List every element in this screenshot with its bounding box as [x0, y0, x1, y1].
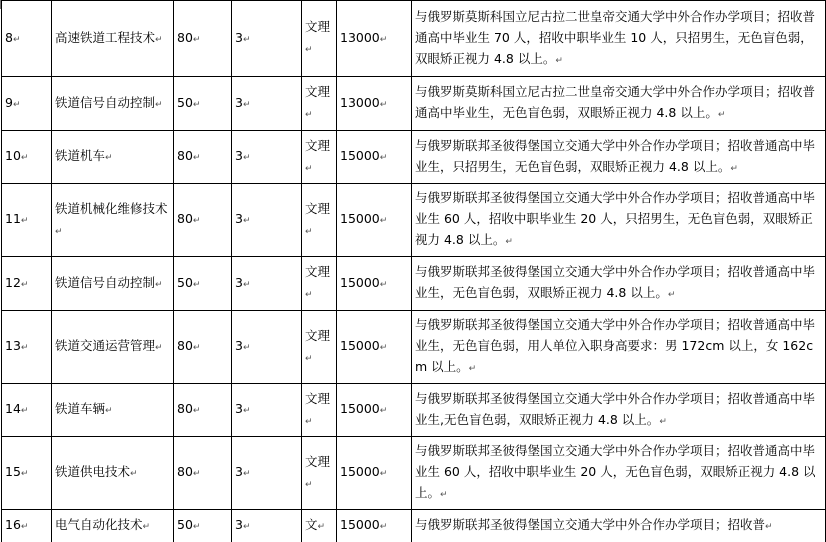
paragraph-mark-icon: ↵ [192, 522, 201, 532]
program-name-cell [52, 257, 174, 311]
program-name-text: 铁道交通运营管理 [55, 338, 156, 353]
program-name-text: 铁道机车 [55, 148, 106, 163]
paragraph-mark-icon: ↵ [717, 110, 726, 120]
row-number-cell [2, 510, 52, 542]
program-name-text: 电气自动化技术 [55, 517, 143, 532]
tuition-fee-cell [337, 257, 412, 311]
program-name-text: 铁道车辆 [55, 401, 106, 416]
subject-category-cell [302, 184, 337, 257]
row-number-text: 12 [5, 274, 21, 290]
paragraph-mark-icon: ↵ [12, 34, 21, 45]
subject-category-cell [302, 257, 337, 311]
tuition-fee-text: 15000 [340, 148, 380, 163]
row-number-cell [2, 437, 52, 510]
paragraph-mark-icon: ↵ [155, 34, 163, 45]
enrollment-plan-text: 80 [177, 148, 193, 163]
paragraph-mark-icon: ↵ [659, 416, 667, 427]
table-row [2, 257, 826, 311]
enrollment-plan-text: 50 [177, 274, 193, 290]
paragraph-mark-icon: ↵ [305, 416, 313, 427]
paragraph-mark-icon: ↵ [20, 469, 29, 479]
subject-category-cell [302, 437, 337, 510]
remarks-text: 与俄罗斯联邦圣彼得堡国立交通大学中外合作办学项目；招收普通高中毕业生 60 人，招收中职毕业生 20 人，只招男生，无色盲色弱，双眼矫正视力 4.8 以上。 [415, 190, 816, 247]
paragraph-mark-icon: ↵ [242, 216, 251, 226]
paragraph-mark-icon: ↵ [305, 290, 313, 300]
subject-category-cell [302, 131, 337, 184]
program-name-cell [52, 311, 174, 384]
paragraph-mark-icon: ↵ [242, 153, 251, 163]
tuition-fee-cell [337, 510, 412, 542]
enrollment-plan-text: 80 [177, 29, 193, 45]
paragraph-mark-icon: ↵ [730, 163, 738, 174]
remarks-cell [412, 77, 826, 131]
duration-years-text: 3 [235, 211, 243, 226]
paragraph-mark-icon: ↵ [305, 163, 313, 174]
program-name-cell [52, 384, 174, 437]
paragraph-mark-icon: ↵ [142, 522, 151, 532]
enrollment-plan-cell [174, 77, 232, 131]
paragraph-mark-icon: ↵ [12, 99, 21, 110]
remarks-text: 与俄罗斯联邦圣彼得堡国立交通大学中外合作办学项目；招收普通高中毕业生，无色盲色弱，用人单位入职身高要求：男 172cm 以上，女 162cm 以上。 [415, 317, 816, 374]
enrollment-plan-text: 50 [177, 94, 193, 110]
row-number-cell [2, 311, 52, 384]
tuition-fee-text: 13000 [340, 94, 380, 110]
row-number-cell [2, 1, 52, 77]
enrollment-plan-text: 80 [177, 464, 193, 479]
row-number-text: 14 [5, 401, 21, 416]
paragraph-mark-icon: ↵ [379, 343, 388, 353]
paragraph-mark-icon: ↵ [379, 522, 388, 532]
table-row [2, 131, 826, 184]
paragraph-mark-icon: ↵ [379, 216, 388, 226]
remarks-cell [412, 1, 826, 77]
subject-category-cell [302, 77, 337, 131]
remarks-text: 与俄罗斯联邦圣彼得堡国立交通大学中外合作办学项目；招收普 [415, 517, 766, 532]
remarks-cell [412, 384, 826, 437]
duration-years-text: 3 [235, 274, 243, 290]
program-name-text: 铁道供电技术 [55, 464, 131, 479]
duration-years-cell [232, 311, 302, 384]
subject-category-text: 文理 [305, 327, 331, 343]
table-row [2, 1, 826, 77]
row-number-cell [2, 77, 52, 131]
duration-years-text: 3 [235, 464, 243, 479]
duration-years-text: 3 [235, 401, 243, 416]
row-number-cell [2, 184, 52, 257]
duration-years-cell [232, 184, 302, 257]
table-row [2, 384, 826, 437]
paragraph-mark-icon: ↵ [242, 469, 251, 479]
enrollment-plan-cell [174, 510, 232, 542]
paragraph-mark-icon: ↵ [305, 45, 313, 55]
paragraph-mark-icon: ↵ [192, 153, 201, 163]
tuition-fee-cell [337, 1, 412, 77]
program-name-cell [52, 437, 174, 510]
table-row [2, 510, 826, 542]
program-name-cell [52, 1, 174, 77]
duration-years-text: 3 [235, 517, 243, 532]
enrollment-plan-cell [174, 437, 232, 510]
paragraph-mark-icon: ↵ [468, 364, 477, 374]
duration-years-cell [232, 437, 302, 510]
tuition-fee-text: 13000 [340, 29, 380, 45]
paragraph-mark-icon: ↵ [242, 522, 251, 532]
remarks-cell [412, 131, 826, 184]
tuition-fee-cell [337, 384, 412, 437]
enrollment-plan-cell [174, 311, 232, 384]
remarks-cell [412, 184, 826, 257]
tuition-fee-text: 15000 [340, 464, 380, 479]
paragraph-mark-icon: ↵ [317, 522, 326, 532]
paragraph-mark-icon: ↵ [305, 353, 313, 364]
row-number-cell [2, 131, 52, 184]
row-number-cell [2, 257, 52, 311]
tuition-fee-cell [337, 77, 412, 131]
paragraph-mark-icon: ↵ [192, 469, 201, 479]
row-number-text: 11 [5, 211, 21, 226]
enrollment-plan-cell [174, 184, 232, 257]
row-number-text: 16 [5, 517, 21, 532]
program-table-body [2, 1, 826, 542]
paragraph-mark-icon: ↵ [305, 226, 313, 237]
paragraph-mark-icon: ↵ [130, 469, 138, 479]
paragraph-mark-icon: ↵ [20, 406, 29, 416]
subject-category-text: 文理 [305, 84, 331, 99]
paragraph-mark-icon: ↵ [765, 522, 773, 532]
tuition-fee-text: 15000 [340, 274, 380, 290]
paragraph-mark-icon: ↵ [242, 34, 251, 45]
paragraph-mark-icon: ↵ [379, 279, 388, 290]
program-name-text: 铁道信号自动控制 [55, 274, 156, 290]
remarks-text: 与俄罗斯莫斯科国立尼古拉二世皇帝交通大学中外合作办学项目；招收普通高中毕业生 70 人，招收中职毕业生 10 人，只招男生，无色盲色弱，双眼矫正视力 4.8 以上。 [415, 8, 816, 66]
paragraph-mark-icon: ↵ [305, 110, 313, 120]
tuition-fee-text: 15000 [340, 211, 380, 226]
paragraph-mark-icon: ↵ [55, 226, 63, 237]
remarks-text: 与俄罗斯联邦圣彼得堡国立交通大学中外合作办学项目；招收普通高中毕业生 60 人，招收中职毕业生 20 人，无色盲色弱，双眼矫正视力 4.8 以上。 [415, 443, 816, 500]
paragraph-mark-icon: ↵ [192, 279, 201, 290]
paragraph-mark-icon: ↵ [242, 343, 251, 353]
subject-category-text: 文理 [305, 19, 331, 34]
enrollment-plan-text: 50 [177, 517, 193, 532]
subject-category-cell [302, 510, 337, 542]
row-number-text: 15 [5, 464, 21, 479]
enrollment-plan-cell [174, 1, 232, 77]
table-row [2, 77, 826, 131]
paragraph-mark-icon: ↵ [555, 55, 563, 66]
remarks-cell [412, 311, 826, 384]
subject-category-text: 文理 [305, 200, 331, 216]
row-number-text: 10 [5, 148, 21, 163]
paragraph-mark-icon: ↵ [20, 216, 29, 226]
remarks-cell [412, 257, 826, 311]
paragraph-mark-icon: ↵ [155, 99, 163, 110]
paragraph-mark-icon: ↵ [192, 343, 201, 353]
row-number-text: 13 [5, 338, 21, 353]
paragraph-mark-icon: ↵ [440, 490, 448, 500]
program-name-cell [52, 184, 174, 257]
enrollment-plan-text: 80 [177, 338, 193, 353]
paragraph-mark-icon: ↵ [192, 34, 201, 45]
enrollment-plan-text: 80 [177, 211, 193, 226]
subject-category-text: 文理 [305, 264, 331, 279]
paragraph-mark-icon: ↵ [242, 279, 251, 290]
paragraph-mark-icon: ↵ [20, 522, 29, 532]
paragraph-mark-icon: ↵ [192, 406, 201, 416]
tuition-fee-cell [337, 437, 412, 510]
paragraph-mark-icon: ↵ [379, 406, 388, 416]
enrollment-plan-cell [174, 257, 232, 311]
table-row [2, 184, 826, 257]
table-row [2, 311, 826, 384]
duration-years-text: 3 [235, 94, 243, 110]
program-name-text: 铁道机械化维修技术 [55, 200, 168, 216]
enrollment-plan-cell [174, 131, 232, 184]
tuition-fee-cell [337, 184, 412, 257]
program-name-cell [52, 510, 174, 542]
subject-category-text: 文理 [305, 390, 331, 406]
row-number-cell [2, 384, 52, 437]
paragraph-mark-icon: ↵ [242, 99, 251, 110]
paragraph-mark-icon: ↵ [20, 153, 29, 163]
remarks-cell [412, 510, 826, 542]
row-number-text: 9 [5, 94, 13, 110]
program-name-cell [52, 131, 174, 184]
duration-years-text: 3 [235, 338, 243, 353]
duration-years-cell [232, 510, 302, 542]
table-row [2, 437, 826, 510]
paragraph-mark-icon: ↵ [667, 290, 676, 300]
tuition-fee-cell [337, 311, 412, 384]
paragraph-mark-icon: ↵ [379, 153, 388, 163]
subject-category-text: 文理 [305, 137, 331, 153]
row-number-text: 8 [5, 29, 13, 45]
program-name-text: 铁道信号自动控制 [55, 94, 156, 110]
remarks-text: 与俄罗斯联邦圣彼得堡国立交通大学中外合作办学项目；招收普通高中毕业生，只招男生，无色盲色弱，双眼矫正视力 4.8 以上。 [415, 137, 816, 174]
paragraph-mark-icon: ↵ [305, 479, 313, 490]
paragraph-mark-icon: ↵ [379, 469, 388, 479]
duration-years-cell [232, 131, 302, 184]
paragraph-mark-icon: ↵ [242, 406, 251, 416]
paragraph-mark-icon: ↵ [20, 279, 29, 290]
remarks-text: 与俄罗斯联邦圣彼得堡国立交通大学中外合作办学项目；招收普通高中毕业生,无色盲色弱，双眼矫正视力 4.8 以上。 [415, 390, 816, 427]
tuition-fee-text: 15000 [340, 517, 380, 532]
remarks-cell [412, 437, 826, 510]
duration-years-cell [232, 1, 302, 77]
program-table [1, 0, 826, 542]
duration-years-cell [232, 384, 302, 437]
paragraph-mark-icon: ↵ [105, 153, 113, 163]
program-name-text: 高速铁道工程技术 [55, 29, 156, 45]
duration-years-cell [232, 257, 302, 311]
subject-category-cell [302, 384, 337, 437]
tuition-fee-cell [337, 131, 412, 184]
paragraph-mark-icon: ↵ [20, 343, 29, 353]
paragraph-mark-icon: ↵ [155, 343, 163, 353]
paragraph-mark-icon: ↵ [379, 34, 388, 45]
duration-years-text: 3 [235, 29, 243, 45]
tuition-fee-text: 15000 [340, 401, 380, 416]
enrollment-plan-text: 80 [177, 401, 193, 416]
tuition-fee-text: 15000 [340, 338, 380, 353]
subject-category-cell [302, 311, 337, 384]
subject-category-text: 文理 [305, 453, 331, 469]
subject-category-text: 文 [305, 517, 318, 532]
remarks-text: 与俄罗斯莫斯科国立尼古拉二世皇帝交通大学中外合作办学项目；招收普通高中毕业生，无色盲色弱，双眼矫正视力 4.8 以上。 [415, 84, 816, 120]
paragraph-mark-icon: ↵ [155, 279, 163, 290]
duration-years-text: 3 [235, 148, 243, 163]
paragraph-mark-icon: ↵ [192, 99, 201, 110]
subject-category-cell [302, 1, 337, 77]
paragraph-mark-icon: ↵ [105, 406, 113, 416]
paragraph-mark-icon: ↵ [192, 216, 201, 226]
paragraph-mark-icon: ↵ [379, 99, 388, 110]
enrollment-plan-cell [174, 384, 232, 437]
paragraph-mark-icon: ↵ [505, 237, 513, 247]
duration-years-cell [232, 77, 302, 131]
program-name-cell [52, 77, 174, 131]
remarks-text: 与俄罗斯联邦圣彼得堡国立交通大学中外合作办学项目；招收普通高中毕业生，无色盲色弱，双眼矫正视力 4.8 以上。 [415, 264, 816, 300]
